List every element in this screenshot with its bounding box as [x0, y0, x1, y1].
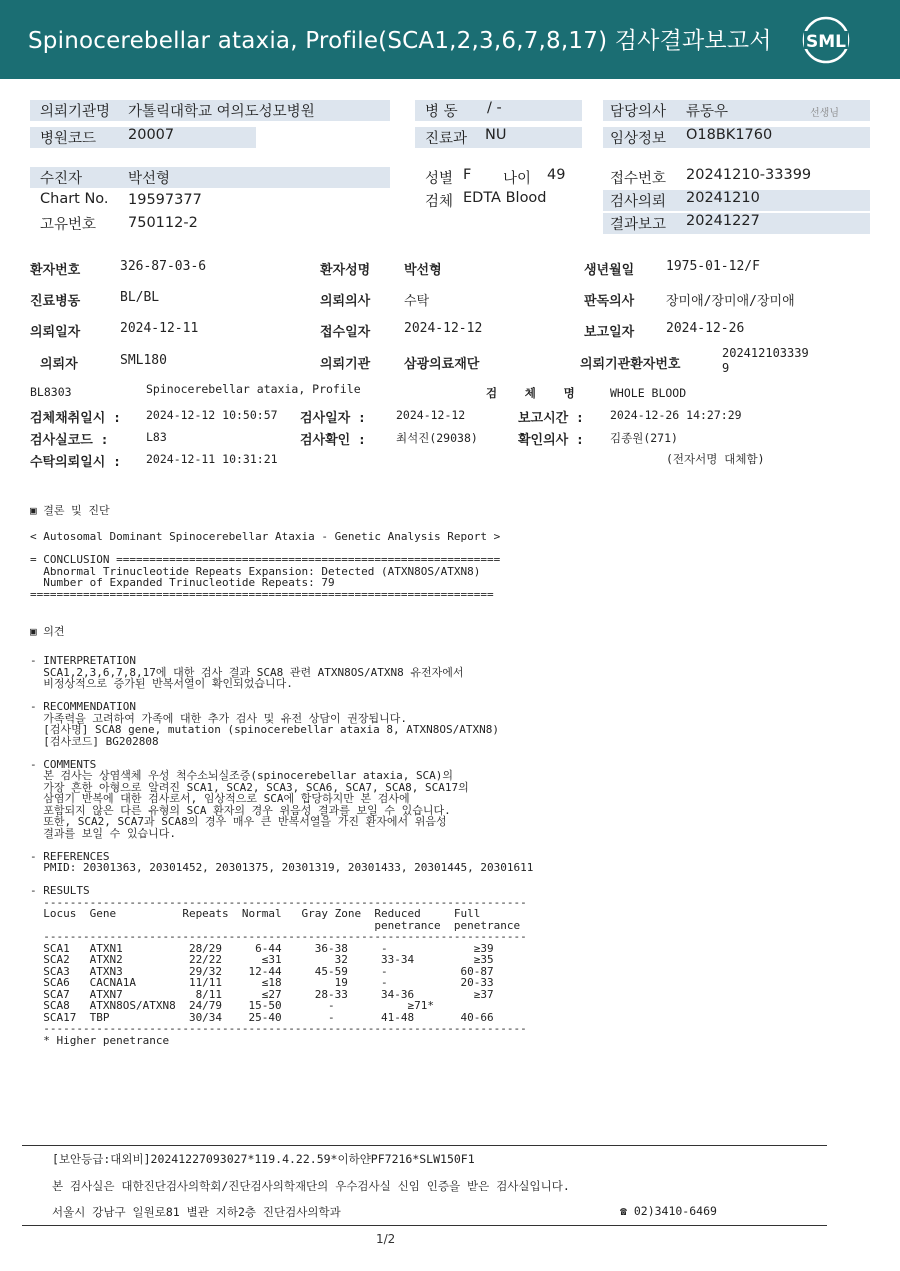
logo-text: SML	[806, 32, 846, 52]
confirmdoc-value: 김종원(271)	[610, 431, 678, 445]
reqdate-value: 2024-12-11	[120, 321, 199, 336]
collect-label: 검체채취일시 :	[30, 411, 122, 426]
ward-label: 병 동	[425, 104, 458, 120]
ward-value: / -	[487, 100, 502, 116]
reader-label: 판독의사	[584, 294, 635, 309]
reqorg-label: 의뢰기관	[320, 357, 371, 372]
section-conclusion-text: < Autosomal Dominant Spinocerebellar Ataxia - Genetic Analysis Report > = CONCLUSION ========================================================== Abnormal Trinucleotide Repeats Expansion: Detected (ATXN8OS/ATXN8) Number of Expanded Trinucleotide Repeats: 79 ======================================================================	[30, 530, 501, 601]
confirm-value: 최석진(29038)	[396, 431, 478, 445]
reqpid-value-1: 202412103339	[722, 346, 809, 360]
labcode-label: 검사실코드 :	[30, 433, 109, 448]
recvdate-value: 2024-12-12	[404, 321, 483, 336]
sex-label: 성별	[425, 171, 454, 187]
uid-value: 750112-2	[128, 215, 198, 231]
name-value: 박선형	[404, 263, 442, 278]
sml-logo-icon	[800, 14, 852, 66]
dept-value: NU	[485, 127, 507, 143]
reqtime-label: 수탁의뢰일시 :	[30, 455, 122, 470]
receipt-value: 20241210-33399	[686, 167, 812, 183]
report-label: 결과보고	[610, 217, 667, 233]
specimen-label: 검체	[425, 194, 454, 210]
pid-label: 환자번호	[30, 263, 81, 278]
sex-value: F	[463, 167, 472, 183]
dept-label: 진료과	[425, 131, 468, 147]
ward2-label: 진료병동	[30, 294, 81, 309]
clinical-value: O18BK1760	[686, 127, 773, 143]
security-line: [보안등급:대외비]20241227093027*119.4.22.59*이하얀PF7216*SLW150F1	[52, 1152, 475, 1166]
esign-note: (전자서명 대체함)	[666, 452, 765, 466]
reqorg-value: 삼광의료재단	[404, 357, 480, 372]
report-header	[0, 0, 900, 79]
patient-value: 박선형	[128, 171, 171, 187]
reporttime-value: 2024-12-26 14:27:29	[610, 408, 742, 422]
reqdoc-label: 의뢰의사	[320, 294, 371, 309]
reqpid-label: 의뢰기관환자번호	[580, 357, 681, 372]
clinical-label: 임상정보	[610, 131, 667, 147]
chart-label: Chart No.	[40, 191, 109, 207]
page-number: 1/2	[376, 1232, 396, 1246]
certification-line: 본 검사실은 대한진단검사의학회/진단검사의학재단의 우수검사실 신임 인증을 받은 검사실입니다.	[52, 1179, 570, 1193]
reqdoc-value: 수탁	[404, 294, 430, 309]
phone-line: ☎ 02)3410-6469	[620, 1204, 717, 1218]
uid-label: 고유번호	[40, 217, 97, 233]
age-value: 49	[547, 167, 566, 183]
dob-label: 생년월일	[584, 263, 635, 278]
doctor-label: 담당의사	[610, 104, 667, 120]
age-label: 나이	[503, 171, 532, 187]
request-value: 20241210	[686, 190, 760, 206]
confirm-label: 검사확인 :	[300, 433, 366, 448]
specimen-name-label: 검 체 명	[486, 386, 575, 400]
footer-divider-bottom	[22, 1225, 827, 1226]
reqdate-label: 의뢰일자	[30, 325, 81, 340]
reportdate-label: 보고일자	[584, 325, 635, 340]
doctor-value: 류동우	[686, 104, 729, 120]
labcode-value: L83	[146, 430, 167, 444]
chart-value: 19597377	[128, 192, 202, 208]
doctor-suffix: 선생님	[810, 108, 839, 119]
bar-patient	[30, 167, 390, 188]
request-label: 검사의뢰	[610, 194, 667, 210]
confirmdoc-label: 확인의사 :	[518, 433, 584, 448]
requester-label: 의뢰자	[40, 357, 78, 372]
reqtime-value: 2024-12-11 10:31:21	[146, 452, 278, 466]
address-line: 서울시 강남구 일원로81 별관 지하2층 진단검사의학과	[52, 1205, 341, 1219]
req-org-value: 가톨릭대학교 여의도성모병원	[128, 104, 315, 120]
reader-value: 장미애/장미애/장미애	[666, 294, 795, 309]
recvdate-label: 접수일자	[320, 325, 371, 340]
specimen-name-value: WHOLE BLOOD	[610, 386, 687, 400]
name-label: 환자성명	[320, 263, 371, 278]
hosp-code-label: 병원코드	[40, 131, 97, 147]
reporttime-label: 보고시간 :	[518, 411, 584, 426]
section-opinion-title: ▣ 의견	[30, 625, 65, 638]
section-conclusion-title: ▣ 결론 및 진단	[30, 504, 110, 517]
pid-value: 326-87-03-6	[120, 259, 207, 274]
report-title: Spinocerebellar ataxia, Profile(SCA1,2,3,6,7,8,17) 검사결과보고서	[28, 28, 772, 54]
patient-label: 수진자	[40, 171, 83, 187]
testdate-label: 검사일자 :	[300, 411, 366, 426]
testdate-value: 2024-12-12	[396, 408, 466, 422]
req-org-label: 의뢰기관명	[40, 104, 111, 120]
requester-value: SML180	[120, 353, 167, 368]
collect-value: 2024-12-12 10:50:57	[146, 408, 278, 422]
test-name: Spinocerebellar ataxia, Profile	[146, 382, 361, 396]
receipt-label: 접수번호	[610, 171, 667, 187]
report-value: 20241227	[686, 213, 760, 229]
specimen-value: EDTA Blood	[463, 190, 547, 206]
section-opinion-text: - INTERPRETATION SCA1,2,3,6,7,8,17에 대한 검사 결과 SCA8 관련 ATXN8OS/ATXN8 유전자에서 비정상적으로 증가된 반복서열이 확인되었습니다. - RECOMMENDATION 가족력을 고려하여 가족에 대한 추가 검사 및 유전 상담이 권장됩니다. [검사명] SCA8 gene, mutation (spinocerebellar ataxia 8, ATXN8OS/ATXN8) [검사코드] BG202808 - COMMENTS 본 검사는 상염색체 우성 척수소뇌실조증(spinocerebellar ataxia, SCA)의 가장 흔한 아형으로 알려진 SCA1, SCA2, SCA3, SCA6, SCA7, SCA8, SCA17의 삼염기 반복에 대한 검사로서, 임상적으로 SCA에 합당하지만 본 검사에 포함되지 않은 다른 유형의 SCA 환자의 경우 위음성 결과를 보일 수 있습니다. 또한, SCA2, SCA7과 SCA8의 경우 매우 큰 반복서열을 가진 환자에서 위음성 결과를 보일 수 있습니다. - REFERENCES PMID: 20301363, 20301452, 20301375, 20301319, 20301433, 20301445, 20301611 - RESULTS ------------------------------------------------------------------------- Locus Gene Repeats Normal Gray Zone Reduced Full penetrance penetrance ------------------------------------------------------------------------- SCA1 ATXN1 28/29 6-44 36-38 - ≥39 SCA2 ATXN2 22/22 ≤31 32 33-34 ≥35 SCA3 ATXN3 29/32 12-44 45-59 - 60-87 SCA6 CACNA1A 11/11 ≤18 19 - 20-33 SCA7 ATXN7 8/11 ≤27 28-33 34-36 ≥37 SCA8 ATXN8OS/ATXN8 24/79 15-50 - ≥71* SCA17 TBP 30/34 25-40 - 41-48 40-66 ------------------------------------------------------------------------- * Higher penetrance	[30, 654, 534, 1047]
reportdate-value: 2024-12-26	[666, 321, 745, 336]
footer-divider-top	[22, 1145, 827, 1146]
hosp-code-value: 20007	[128, 127, 175, 143]
dob-value: 1975-01-12/F	[666, 259, 760, 274]
reqpid-value-2: 9	[722, 361, 730, 375]
test-code: BL8303	[30, 385, 72, 399]
ward2-value: BL/BL	[120, 290, 160, 305]
